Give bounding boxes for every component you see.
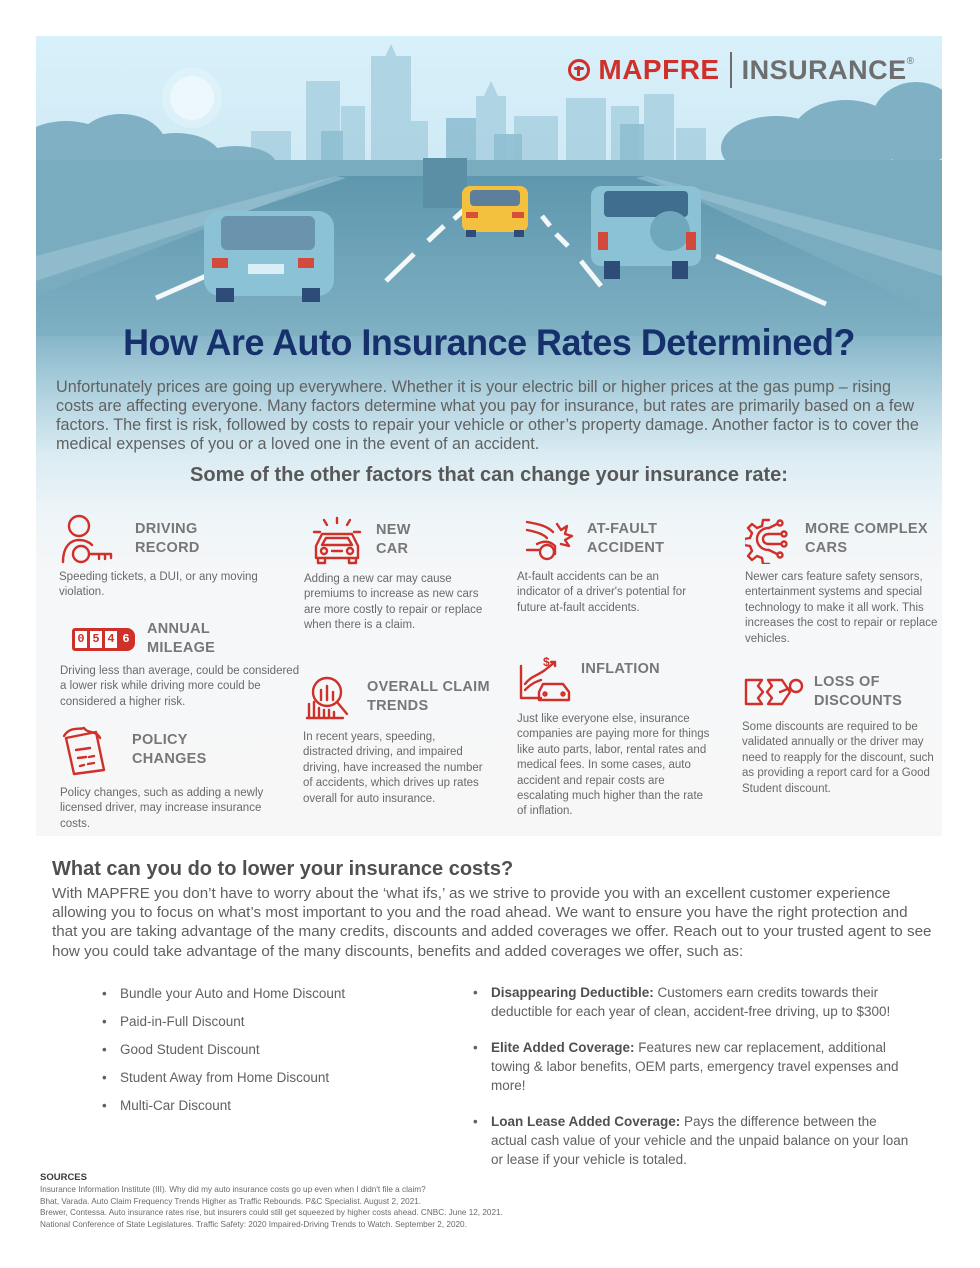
factor-new-car	[304, 514, 504, 634]
inflation-car-icon	[517, 654, 573, 704]
factor-annual-mileage	[60, 620, 302, 710]
page-title: How Are Auto Insurance Rates Determined?	[123, 322, 855, 363]
factor-title-line: MILEAGE	[147, 640, 216, 656]
factor-at-fault-accident	[517, 514, 717, 616]
registered-mark: ®	[906, 56, 914, 67]
factor-title-line: INFLATION	[581, 661, 660, 677]
source-item: Brewer, Contessa. Auto insurance rates rise, but insurers could still get squeezed by higher costs ahead. CNBC. June 12, 2021.	[40, 1208, 503, 1218]
lower-costs-heading: What can you do to lower your insurance costs?	[52, 858, 514, 880]
factor-inflation	[517, 654, 717, 820]
factor-desc: Adding a new car may cause premiums to increase as new cars are more costly to repair or replace when there is a claim.	[304, 573, 483, 632]
odometer-digit: 0	[75, 631, 87, 648]
coverage-text: Customers earn credits towards their deductible for each year of clean, accident-free driving, up to $300!	[491, 985, 891, 1019]
discount-item: • Paid-in-Full Discount	[102, 1012, 345, 1040]
logo-sub: INSURANCE	[741, 54, 907, 85]
chart-magnifier-icon	[303, 672, 353, 722]
logo-divider	[730, 52, 732, 88]
factor-desc: Newer cars feature safety sensors, entertainment systems and special technology to make it all work. This increases the cost to repair or replace vehicles.	[745, 571, 938, 645]
factors-subhead: Some of the other factors that can change your insurance rate:	[190, 464, 788, 486]
factor-title-line: MORE COMPLEX	[805, 521, 928, 537]
discount-item: • Good Student Discount	[102, 1040, 345, 1068]
coverage-item	[473, 983, 913, 1021]
discount-item: • Student Away from Home Discount	[102, 1068, 345, 1096]
factor-title-line: DRIVING	[135, 521, 198, 537]
discount-list	[102, 984, 345, 1124]
factor-title-line: CARS	[805, 540, 848, 556]
factor-title-line: DISCOUNTS	[814, 693, 903, 709]
sources	[40, 1172, 740, 1230]
factor-title-line: AT-FAULT	[587, 521, 658, 537]
discount-item: • Bundle your Auto and Home Discount	[102, 984, 345, 1012]
coverage-label: Elite Added Coverage:	[491, 1040, 635, 1055]
factor-title-line: NEW	[376, 522, 411, 538]
factor-desc: Some discounts are required to be validated annually or the driver may need to reapply for the discount, such as providing a report card for a Good Student discount.	[742, 721, 934, 795]
person-key-icon	[59, 514, 115, 564]
infographic-card	[36, 36, 942, 836]
source-item: Bhat, Varada. Auto Claim Frequency Trends Higher as Traffic Rebounds. P&C Specialist. August 2, 2021.	[40, 1196, 422, 1206]
factor-title-line: TRENDS	[367, 698, 429, 714]
factor-desc: Policy changes, such as adding a newly licensed driver, may increase insurance costs.	[60, 787, 264, 830]
coverage-item	[473, 1112, 913, 1169]
svg-text:$: $	[543, 655, 550, 669]
sources-title: SOURCES	[40, 1172, 87, 1183]
odometer-icon	[72, 628, 135, 651]
odometer-digit: 6	[120, 631, 132, 648]
factor-policy-changes	[60, 724, 290, 832]
factor-desc: Speeding tickets, a DUI, or any moving violation.	[59, 571, 258, 599]
coverage-label: Loan Lease Added Coverage:	[491, 1114, 681, 1129]
factor-title-line: ANNUAL	[147, 621, 211, 637]
coverage-text: Pays the difference between the actual cash value of your vehicle and the unpaid balance on your loan or lease if your vehicle is totaled.	[491, 1114, 909, 1167]
source-item: Insurance Information Institute (III). Why did my auto insurance costs go up even when I didn't file a claim?	[40, 1185, 426, 1194]
lower-costs-intro: With MAPFRE you don’t have to worry about the ‘what ifs,’ as we strive to provide you with an excellent customer experience allowing you to focus on what’s most important to you and the road ahead. We want to ensure you have the right protection and that you are taking advantage of the many credits, discounts and added coverages we offer. Reach out to your trusted agent to see how you could take advantage of the many discounts, benefits and added coverages we offer, such as:	[52, 885, 932, 960]
gear-circuit-icon	[745, 514, 791, 564]
factor-driving-record	[59, 514, 269, 601]
car-crash-icon	[517, 514, 575, 564]
factor-desc: Driving less than average, could be considered a lower risk while driving more could be considered a higher risk.	[60, 665, 300, 708]
policy-document-icon	[60, 724, 110, 776]
factor-more-complex-cars	[745, 514, 942, 647]
odometer-digit: 4	[105, 631, 117, 648]
factor-loss-of-discounts	[742, 672, 942, 797]
factor-title-line: POLICY	[132, 732, 188, 748]
factor-title-line: OVERALL CLAIM	[367, 679, 490, 695]
odometer-digit: 5	[90, 631, 102, 648]
discount-item: • Multi-Car Discount	[102, 1096, 345, 1124]
coverage-label: Disappearing Deductible:	[491, 985, 654, 1000]
intro-paragraph: Unfortunately prices are going up everywhere. Whether it is your electric bill or higher prices at the gas pump – rising costs are affecting everyone. Many factors determine what you pay for insurance, but rates are primarily based on a few factors. The first is risk, followed by costs to repair your vehicle or other’s property damage. Another factor is to cover the medical expenses of you or a loved one in the event of an accident.	[56, 378, 919, 453]
factor-title-line: LOSS OF	[814, 674, 880, 690]
mapfre-logo-icon	[568, 59, 590, 81]
factor-desc: At-fault accidents can be an indicator of a driver's potential for future at-fault accidents.	[517, 571, 687, 614]
factor-desc: Just like everyone else, insurance companies are paying more for things like auto parts, labor, rental rates and medical fees. In some cases, auto accident and repair costs are escalating much higher than the rate of inflation.	[517, 713, 710, 818]
logo-brand: MAPFRE	[598, 54, 720, 85]
source-item: National Conference of State Legislatures. Traffic Safety: 2020 Impaired-Driving Trends to Watch. September 2, 2020.	[40, 1219, 467, 1229]
factor-title-line: CAR	[376, 541, 409, 557]
coverage-list	[473, 983, 913, 1186]
factor-title-line: RECORD	[135, 540, 200, 556]
factor-title-line: CHANGES	[132, 751, 207, 767]
factor-desc: In recent years, speeding, distracted driving, and impaired driving, have increased the number of accidents, which drives up rates overall for auto insurance.	[303, 731, 483, 805]
new-car-icon	[304, 514, 370, 566]
coverage-item	[473, 1038, 913, 1095]
factor-overall-claim-trends	[303, 672, 503, 807]
mapfre-logo	[568, 50, 914, 90]
coverage-text: Features new car replacement, additional towing & labor benefits, OEM parts, emergency travel expenses and more!	[491, 1040, 899, 1093]
factor-title-line: ACCIDENT	[587, 540, 665, 556]
broken-tag-icon	[742, 672, 806, 712]
